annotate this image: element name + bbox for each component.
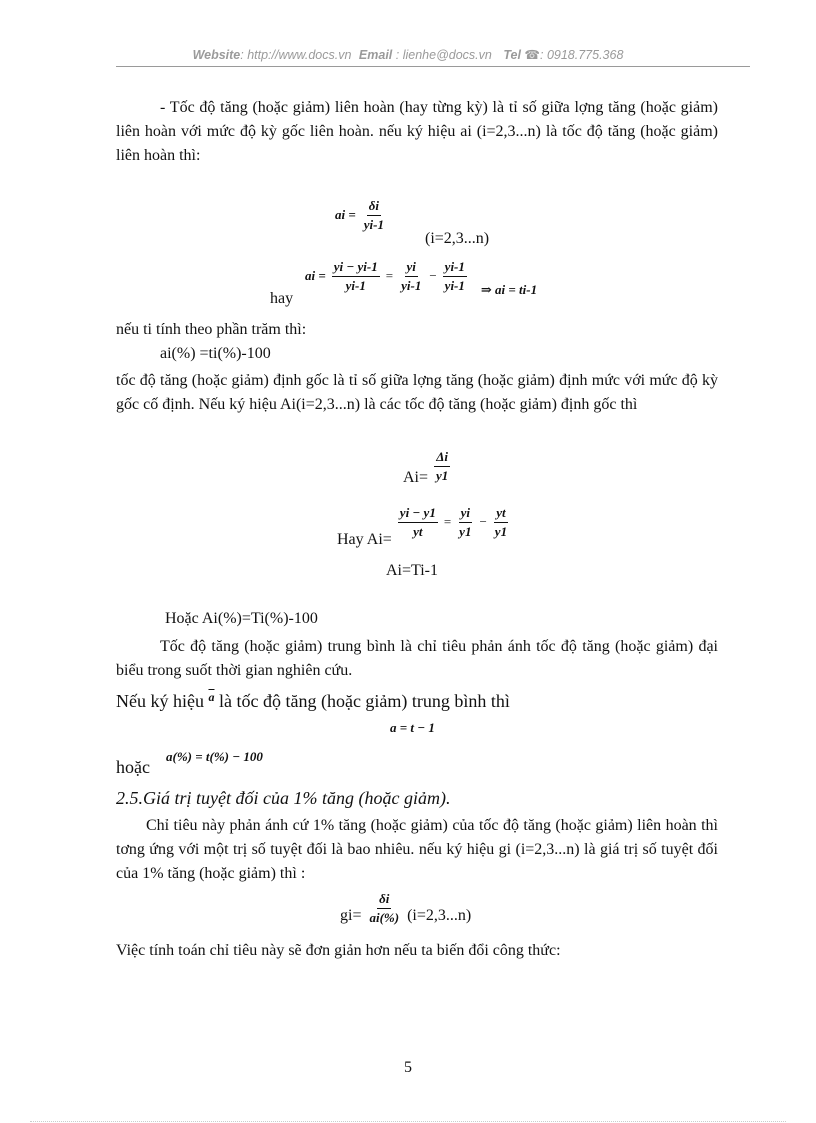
paragraph-base-rate: tốc độ tăng (hoặc giảm) định gốc là tỉ số giữa lợng tăng (hoặc giảm) định mức với mức độ kỳ gốc cố định. Nếu ký hiệu Ai(i=2,3...n) là các tốc độ tăng (hoặc giảm) định gốc thì	[116, 372, 718, 413]
formula2-eq: =	[385, 268, 394, 284]
formula4-lhs: Hay Ai=	[337, 531, 392, 549]
average-intro-before: Nếu ký hiệu	[116, 691, 204, 711]
formula-Ai	[403, 448, 452, 487]
formula-average: a = t − 1	[390, 720, 435, 735]
formula2-num1: yi − yi-1	[332, 258, 380, 277]
formula-ai	[335, 197, 388, 234]
formula-gi	[340, 890, 471, 927]
formula-ai-lhs: ai =	[335, 207, 356, 223]
formula-gi-range: (i=2,3...n)	[407, 907, 472, 925]
formula4-frac1	[398, 504, 438, 541]
formula-ai-den: yi-1	[363, 217, 384, 232]
formula2-num2: yi	[405, 258, 418, 277]
formula-gi-fraction	[367, 890, 401, 927]
formula-Ai-fraction	[434, 448, 450, 485]
formula-average-percent: a(%) = t(%) − 100	[166, 749, 263, 764]
formula-average-percent-prefix: hoặc	[116, 757, 150, 777]
formula2-den2: yi-1	[401, 278, 422, 293]
formula-Ai-expanded	[337, 504, 511, 549]
paragraph-chain-rate: - Tốc độ tăng (hoặc giảm) liên hoàn (hay từng kỳ) là tỉ số giữa lợng tăng (hoặc giảm) liên hoàn với mức độ kỳ gốc liên hoàn. nếu ký hiệu ai (i=2,3...n) là tốc độ tăng (hoặc giảm) liên hoàn thì:	[116, 99, 718, 164]
formula4-num2: yi	[459, 504, 472, 523]
formula-Ai-lhs: Ai=	[403, 469, 429, 487]
footer-dotted-line	[30, 1121, 786, 1122]
formula-ai-fraction	[362, 197, 386, 234]
formula2-implies: ⇒ ai = ti-1	[480, 282, 538, 298]
formula4-num3: yt	[494, 504, 507, 523]
section-title: 2.5.Giá trị tuyệt đối của 1% tăng (hoặc giảm).	[116, 788, 451, 808]
email-value: : lienhe@docs.vn	[395, 48, 492, 62]
formula2-frac3	[443, 258, 467, 295]
website-value: : http://www.docs.vn	[240, 48, 352, 62]
formula4-frac2	[457, 504, 473, 541]
page-number: 5	[404, 1059, 412, 1076]
formula4-num1: yi − y1	[398, 504, 438, 523]
formula4-minus: −	[479, 514, 487, 530]
formula2-minus: −	[429, 268, 437, 284]
formula-ai-range: (i=2,3...n)	[425, 230, 490, 247]
formula2-num3: yi-1	[443, 258, 467, 277]
paragraph-transform: Việc tính toán chỉ tiêu này sẽ đơn giản hơn nếu ta biến đổi công thức:	[116, 942, 561, 959]
formula-Ai-percent: Hoặc Ai(%)=Ti(%)-100	[165, 610, 318, 627]
formula4-den3: y1	[494, 524, 508, 539]
formula4-den2: y1	[459, 524, 472, 539]
formula-gi-den: ai(%)	[369, 910, 400, 925]
formula-hay-prefix: hay	[270, 290, 294, 307]
tel-value: : 0918.775.368	[540, 48, 624, 62]
formula-ai-expanded	[305, 258, 537, 298]
formula2-den3: yi-1	[444, 278, 465, 293]
formula4-den1: yt	[413, 524, 423, 539]
email-label: Email	[358, 48, 393, 62]
formula4-frac3	[493, 504, 509, 541]
percent-formula: ai(%) =ti(%)-100	[160, 345, 271, 362]
average-symbol: a	[208, 690, 215, 704]
paragraph-average-rate: Tốc độ tăng (hoặc giảm) trung bình là chỉ tiêu phản ánh tốc độ tăng (hoặc giảm) đại biểu trong suốt thời gian nghiên cứu.	[116, 638, 718, 679]
formula-Ai-den: y1	[436, 468, 449, 483]
page-header	[0, 47, 816, 62]
formula-Ai-Ti: Ai=Ti-1	[386, 562, 439, 579]
percent-intro: nếu ti tính theo phần trăm thì:	[116, 321, 307, 338]
formula-gi-lhs: gi=	[340, 907, 362, 925]
formula2-frac1	[332, 258, 380, 295]
paragraph-absolute-value: Chỉ tiêu này phản ánh cứ 1% tăng (hoặc giảm) của tốc độ tăng (hoặc giảm) liên hoàn thì tơng ứng với một trị số tuyệt đối là bao nhiêu. nếu ký hiệu gi (i=2,3...n) là giá trị số tuyệt đối của 1% tăng (hoặc giảm) thì :	[116, 817, 718, 882]
website-label: Website	[192, 48, 241, 62]
phone-icon: ☎	[524, 48, 540, 62]
formula-ai-num: δi	[367, 197, 381, 216]
formula-gi-num: δi	[377, 890, 391, 909]
header-divider	[116, 66, 750, 67]
average-intro-after: là tốc độ tăng (hoặc giảm) trung bình thì	[218, 691, 510, 711]
formula-Ai-num: Δi	[434, 448, 450, 467]
formula2-lhs: ai =	[305, 268, 326, 284]
tel-label: Tel	[503, 48, 521, 62]
formula2-frac2	[399, 258, 423, 295]
formula4-eq: =	[443, 514, 452, 530]
formula2-den1: yi-1	[345, 278, 366, 293]
average-intro	[116, 690, 510, 712]
